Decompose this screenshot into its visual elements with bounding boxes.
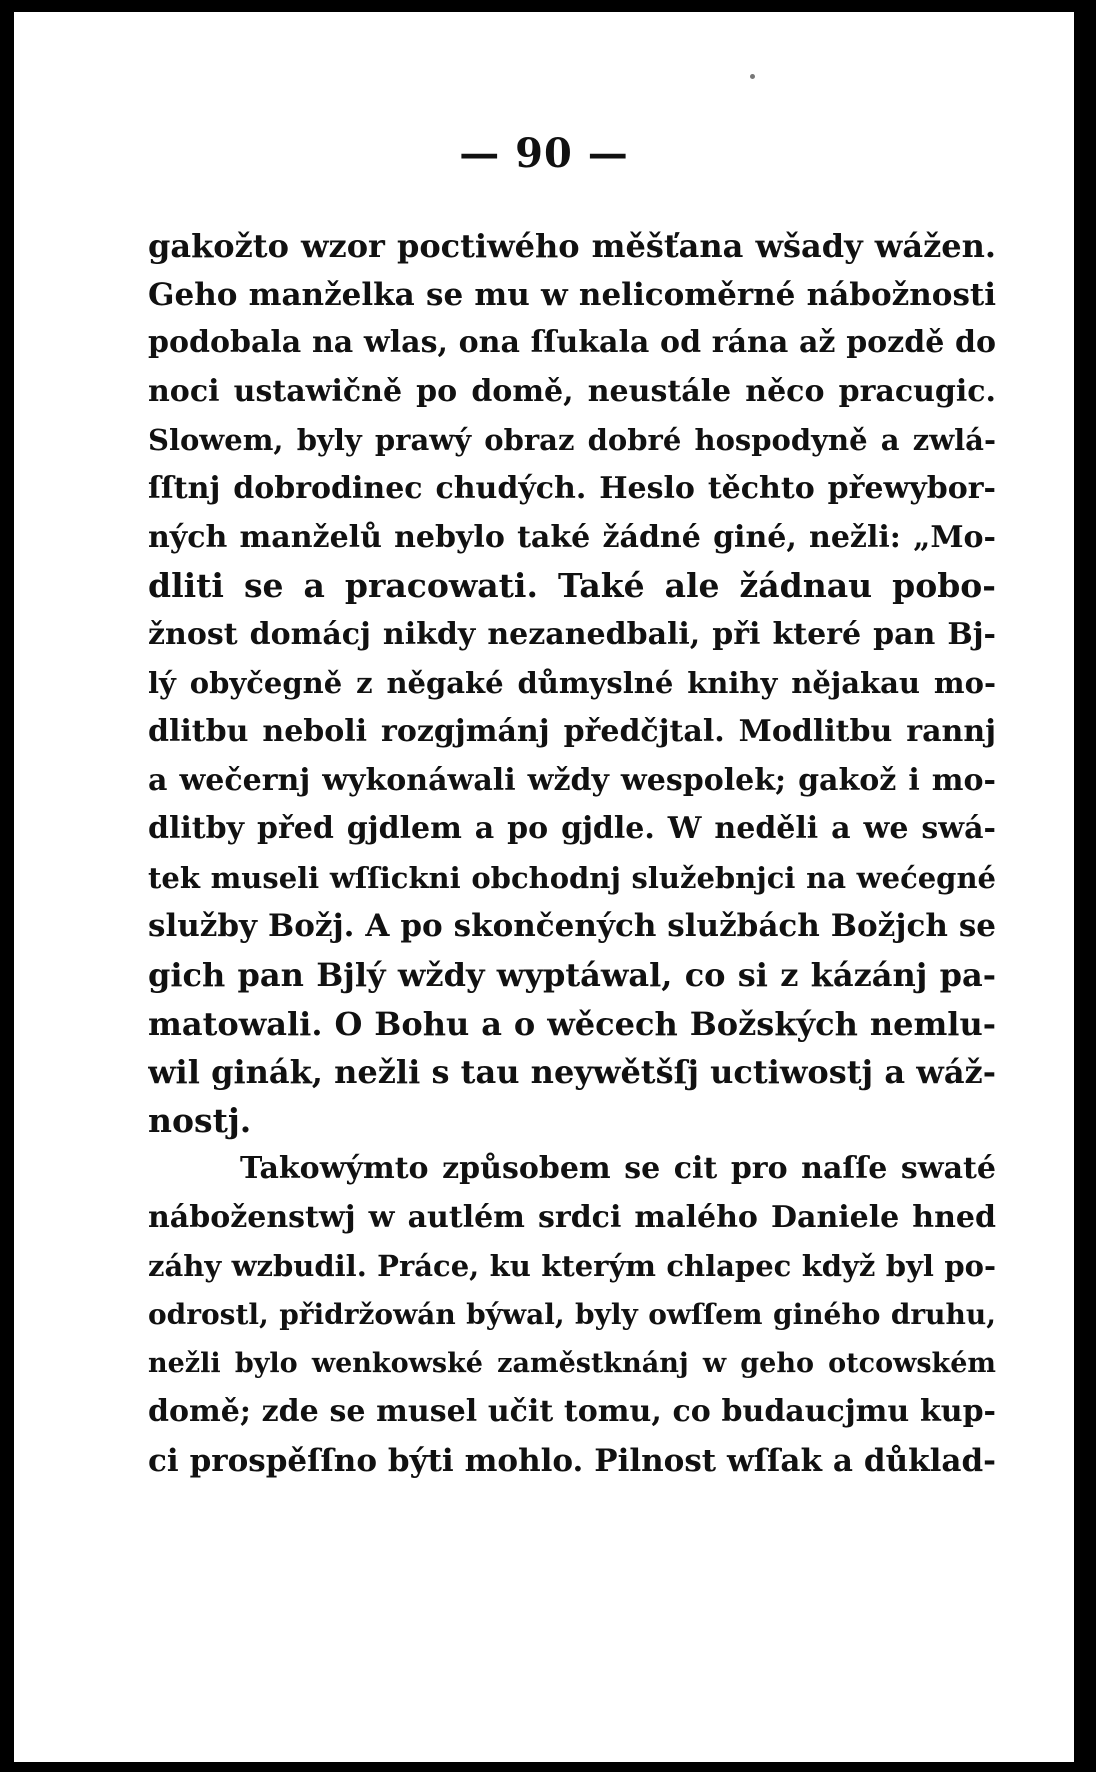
- text-line: Takowýmto způsobem se cit pro naſſe swaté: [240, 1151, 996, 1187]
- text-line: záhy wzbudil. Práce, ku kterým chlapec když byl po-: [148, 1249, 996, 1284]
- text-line: ných manželů nebylo také žádné giné, nežli: „Mo-: [148, 519, 996, 555]
- page-number: — 90 —: [459, 130, 629, 177]
- paper-speck: [750, 74, 755, 79]
- text-line: podobala na wlas, ona ſſukala od rána až pozdě do: [148, 325, 996, 361]
- text-line: dlitbu neboli rozgjmánj předčjtal. Modlitbu rannj: [148, 713, 996, 749]
- text-line: nostj.: [148, 1100, 252, 1140]
- text-line: dlitby před gjdlem a po gjdle. W neděli a we swá-: [148, 811, 996, 847]
- text-line: a wečernj wykonáwali wždy wespolek; gakož i mo-: [148, 762, 996, 798]
- text-line: tek museli wſſickni obchodnj služebnjci na wećegné: [148, 860, 996, 895]
- text-line: domě; zde se musel učit tomu, co budaucjmu kup-: [148, 1394, 996, 1430]
- text-line: odrostl, přidržowán býwal, byly owſſem giného druhu,: [148, 1298, 996, 1332]
- text-line: lý obyčegně z něgaké důmyslné knihy nějakau mo-: [148, 666, 996, 701]
- text-line: noci ustawičně po domě, neustále něco pracugic.: [148, 373, 996, 409]
- text-line: Geho manželka se mu w nelicoměrné nábožnosti: [148, 276, 996, 313]
- body-text: [148, 222, 996, 1485]
- text-line: náboženstwj w autlém srdci malého Daniele hned: [148, 1199, 996, 1235]
- text-line: wil ginák, nežli s tau neywětšſj uctiwostj a wáž-: [148, 1053, 996, 1092]
- text-line: ci prospěſſno býti mohlo. Pilnost wſſak a důklad-: [148, 1442, 996, 1479]
- text-line: Slowem, byly prawý obraz dobré hospodyně a zwlá-: [148, 423, 996, 458]
- text-line: nežli bylo wenkowské zaměstknánj w geho otcowském: [148, 1347, 996, 1379]
- text-line: ſſtnj dobrodinec chudých. Heslo těchto přewybor-: [148, 470, 996, 506]
- text-line: žnost domácj nikdy nezanedbali, při které pan Bj-: [148, 616, 996, 652]
- text-line: gich pan Bjlý wždy wyptáwal, co si z kázánj pa-: [148, 955, 996, 994]
- book-page: [14, 12, 1074, 1762]
- text-line: matowali. O Bohu a o wěcech Božských nemlu-: [148, 1004, 996, 1043]
- text-line: gakožto wzor poctiwého měšťana wšady wážen.: [148, 227, 996, 265]
- text-line: služby Božj. A po skončených službách Božjch se: [148, 908, 996, 945]
- text-line: dliti se a pracowati. Také ale žádnau pobo-: [148, 566, 996, 606]
